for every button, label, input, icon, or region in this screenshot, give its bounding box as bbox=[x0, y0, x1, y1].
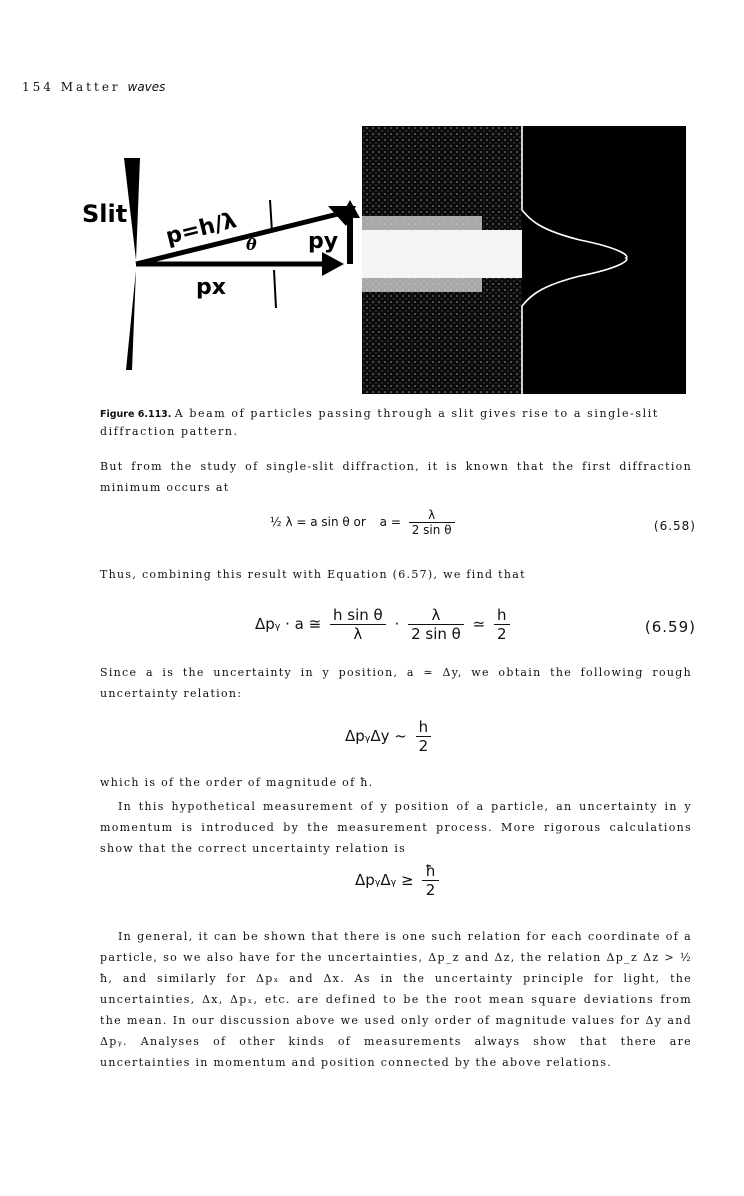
diffraction-figure bbox=[60, 120, 700, 400]
eq-rough-den: 2 bbox=[418, 737, 429, 755]
eq59-n2: λ bbox=[408, 606, 464, 625]
caption-label: Figure 6.113. bbox=[100, 409, 172, 420]
paragraph-6: In general, it can be shown that there is one such relation for each coordinate of a particle, so we also have for the uncertainties, Δp_z and Δz, the relation Δp_z Δz > ½ ħ, and similarly for Δpₓ and Δx. As in the uncertainty principle for light, the uncertainties, Δx, Δpₓ, etc. are defined to be the root mean square deviations from the mean. In our discussion above we used only order of magnitude values for Δy and Δpᵧ. Analyses of other kinds of measurements always show that there are uncertainties in momentum and position connected by the above relations. bbox=[100, 930, 692, 1069]
paragraph-5: In this hypothetical measurement of y position of a particle, an uncertainty in y momentum is introduced by the measurement process. More rigorous calculations show that the correct uncertainty relation is bbox=[100, 800, 692, 855]
p-label: p=h/λ bbox=[163, 208, 240, 250]
running-header bbox=[22, 80, 165, 94]
slit-lower-jaw bbox=[126, 270, 136, 370]
page-number: 154 bbox=[22, 80, 54, 94]
eq58-lhs: ½ λ = a sin θ or bbox=[270, 515, 366, 529]
eq-correct-num: ħ bbox=[422, 862, 438, 881]
eq-rough-lhs: ΔpᵧΔy ~ bbox=[345, 727, 407, 745]
eq59-d2: 2 sin θ bbox=[411, 625, 461, 643]
eq58-a: a = bbox=[379, 515, 401, 529]
equation-correct bbox=[355, 862, 443, 899]
caption-text: A beam of particles passing through a slit gives rise to a single-slit diffraction pattern. bbox=[100, 407, 659, 438]
paragraph-1: But from the study of single-slit diffraction, it is known that the first diffraction minimum occurs at bbox=[100, 460, 692, 494]
theta-label: θ bbox=[246, 235, 257, 254]
header-title: Matter bbox=[60, 80, 121, 94]
eq-rough-num: h bbox=[416, 718, 432, 737]
eq59-d3: 2 bbox=[496, 625, 507, 643]
equation-rough bbox=[345, 718, 435, 755]
px-label: px bbox=[196, 275, 226, 300]
paragraph-2: Thus, combining this result with Equation (6.57), we find that bbox=[100, 568, 526, 581]
eq58-den: 2 sin θ bbox=[411, 523, 452, 537]
slit-label: Slit bbox=[82, 200, 128, 228]
eq-correct-lhs: ΔpᵧΔᵧ ≥ bbox=[355, 871, 414, 889]
figure-caption bbox=[100, 405, 700, 441]
eq58-number: (6.58) bbox=[653, 519, 696, 533]
eq59-dot: · bbox=[394, 615, 400, 633]
eq58-num: λ bbox=[409, 508, 455, 523]
eq59-n1: h sin θ bbox=[330, 606, 386, 625]
delta-py-label: Δpy bbox=[634, 251, 682, 276]
equation-6-59 bbox=[255, 606, 514, 643]
eq59-approx: ≃ bbox=[472, 615, 486, 633]
eq59-d1: λ bbox=[353, 625, 363, 643]
eq59-lhs: Δpᵧ · a ≅ bbox=[255, 615, 322, 633]
paragraph-3: Since a is the uncertainty in y position, a ≃ Δy, we obtain the following rough uncertainty relation: bbox=[100, 666, 692, 700]
eq-correct-den: 2 bbox=[425, 881, 436, 899]
paragraph-4: which is of the order of magnitude of ħ. bbox=[100, 776, 374, 789]
header-title-2: waves bbox=[127, 80, 166, 94]
py-label: py bbox=[308, 229, 339, 254]
equation-6-58 bbox=[270, 508, 459, 537]
eq59-number: (6.59) bbox=[644, 618, 696, 636]
eq59-n3: h bbox=[494, 606, 510, 625]
